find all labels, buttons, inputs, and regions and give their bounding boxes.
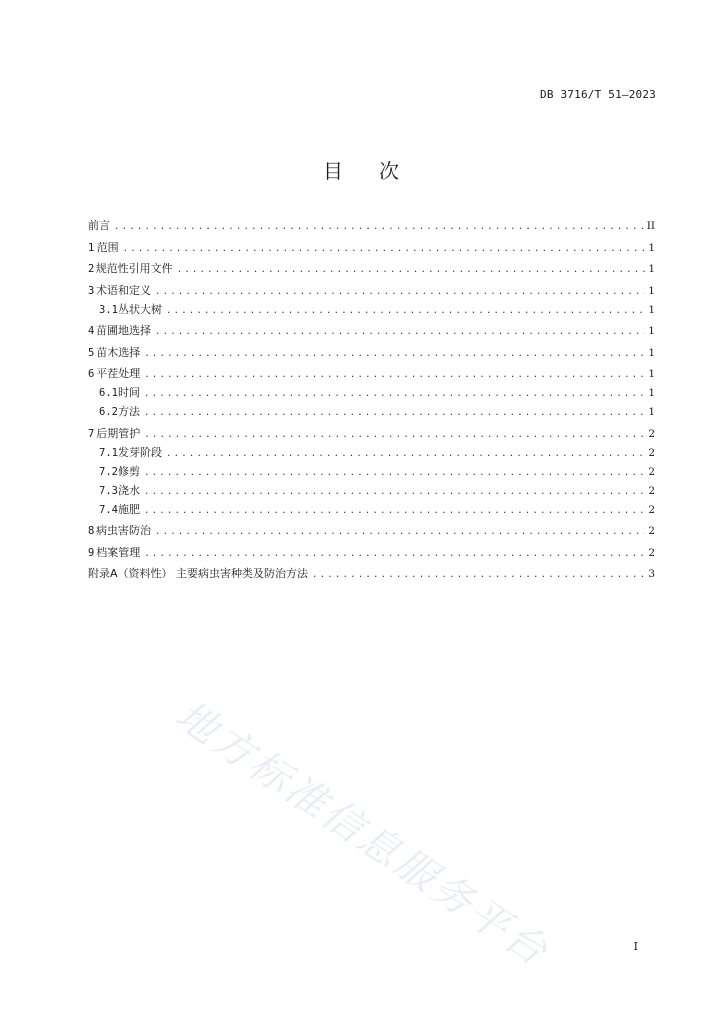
toc-entry-label: 档案管理 [96, 545, 141, 559]
toc-leader-dots [166, 304, 645, 319]
toc-leader-dots [144, 504, 645, 519]
toc-entry-page: 2 [648, 503, 655, 516]
toc-entry-page: 1 [648, 325, 655, 337]
toc-entry-number: 7.4 [99, 503, 118, 516]
toc-entry-page: 2 [648, 484, 655, 497]
toc-entry[interactable] [88, 323, 655, 338]
toc-entry-number: 5 [88, 346, 95, 359]
toc-entry[interactable] [88, 404, 655, 419]
page-number: I [633, 940, 638, 953]
toc-entry[interactable] [88, 483, 655, 498]
toc-entry[interactable] [88, 345, 655, 360]
toc-leader-dots [144, 406, 645, 421]
toc-entry-page: 2 [648, 465, 655, 478]
toc-entry-page: 1 [648, 346, 655, 359]
toc-entry-number: 3.1 [99, 303, 118, 316]
toc-title-left: 目 [323, 159, 345, 183]
toc-entry[interactable] [88, 240, 655, 255]
toc-entry[interactable] [88, 502, 655, 517]
toc-leader-dots [144, 347, 645, 362]
toc-leader-dots [312, 568, 645, 583]
toc-entry-label: 时间 [117, 386, 140, 399]
toc-entry-page: 1 [648, 303, 655, 316]
toc-entry-page: 1 [648, 406, 655, 418]
toc-entry-number: 6.1 [99, 387, 118, 399]
toc-entry-number: 1 [88, 241, 95, 254]
toc-entry-page: 2 [648, 427, 655, 440]
toc-entry-number: 6 [88, 368, 95, 380]
toc-entry[interactable] [88, 302, 655, 317]
toc-entry[interactable] [88, 426, 655, 441]
toc-entry-page: II [646, 220, 655, 232]
toc-entry-label: 发芽阶段 [117, 445, 162, 459]
toc-entry[interactable] [88, 366, 655, 381]
toc-entry-label: 病虫害防治 [96, 524, 152, 537]
toc-entry-number: 7.2 [99, 465, 118, 478]
document-code: DB 3716/T 51—2023 [540, 88, 656, 101]
toc-entry-label: 修剪 [117, 464, 140, 478]
toc-entry[interactable] [88, 218, 655, 233]
toc-leader-dots [144, 547, 645, 562]
toc-leader-dots [155, 525, 645, 540]
toc-entry-page: 1 [648, 284, 655, 297]
toc-entry-page: 2 [648, 525, 655, 537]
toc-entry-page: 2 [648, 446, 655, 459]
toc-leader-dots [114, 220, 645, 235]
toc-entry-label: 前言 [88, 219, 110, 232]
watermark: 地方标准信息服务平台 [167, 692, 558, 977]
toc-entry-number: 7 [88, 427, 95, 440]
toc-leader-dots [144, 428, 645, 443]
toc-title [0, 155, 724, 184]
toc-entry-page: 1 [648, 368, 655, 380]
toc-entry[interactable] [88, 464, 655, 479]
toc-entry-number: 2 [88, 263, 95, 275]
toc-entry-page: 1 [648, 241, 655, 254]
toc-entry-label: 平茬处理 [96, 367, 141, 380]
table-of-contents [88, 218, 655, 581]
toc-entry-label: 苗圃地选择 [96, 324, 152, 337]
toc-leader-dots [144, 387, 645, 402]
toc-entry[interactable] [88, 545, 655, 560]
toc-entry[interactable] [88, 261, 655, 276]
toc-entry-page: 1 [648, 263, 655, 275]
toc-title-right: 次 [379, 159, 401, 183]
toc-entry-page: 2 [648, 546, 655, 559]
toc-entry-label: 规范性引用文件 [95, 262, 173, 275]
toc-entry-label: 方法 [117, 405, 140, 418]
toc-entry[interactable] [88, 283, 655, 298]
toc-leader-dots [155, 285, 645, 300]
toc-entry-number: 8 [88, 525, 95, 537]
toc-entry-number: 9 [88, 546, 95, 559]
toc-entry[interactable] [88, 523, 655, 538]
toc-entry-number: 6.2 [99, 406, 118, 418]
toc-entry-label: 施肥 [117, 502, 140, 516]
toc-entry-page: 1 [648, 387, 655, 399]
toc-entry-label: 苗木选择 [96, 345, 141, 359]
toc-leader-dots [144, 466, 645, 481]
toc-leader-dots [144, 485, 645, 500]
toc-entry-label: 术语和定义 [96, 283, 152, 297]
toc-leader-dots [177, 263, 645, 278]
toc-leader-dots [155, 325, 645, 340]
toc-entry-number: 3 [88, 284, 95, 297]
toc-entry-label: 范围 [96, 240, 119, 254]
toc-leader-dots [144, 368, 645, 383]
toc-entry-number: 7.3 [99, 484, 118, 497]
toc-entry[interactable] [88, 566, 655, 581]
toc-entry-label: 浇水 [117, 483, 140, 497]
toc-entry[interactable] [88, 445, 655, 460]
toc-entry[interactable] [88, 385, 655, 400]
toc-entry-number: 7.1 [99, 446, 118, 459]
toc-leader-dots [123, 242, 645, 257]
toc-leader-dots [166, 447, 645, 462]
toc-entry-number: 4 [88, 325, 95, 337]
toc-entry-page: 3 [648, 568, 655, 580]
toc-entry-label: 丛状大树 [117, 302, 162, 316]
toc-entry-label: 附录A（资料性） 主要病虫害种类及防治方法 [88, 567, 309, 580]
toc-entry-label: 后期管护 [96, 426, 141, 440]
